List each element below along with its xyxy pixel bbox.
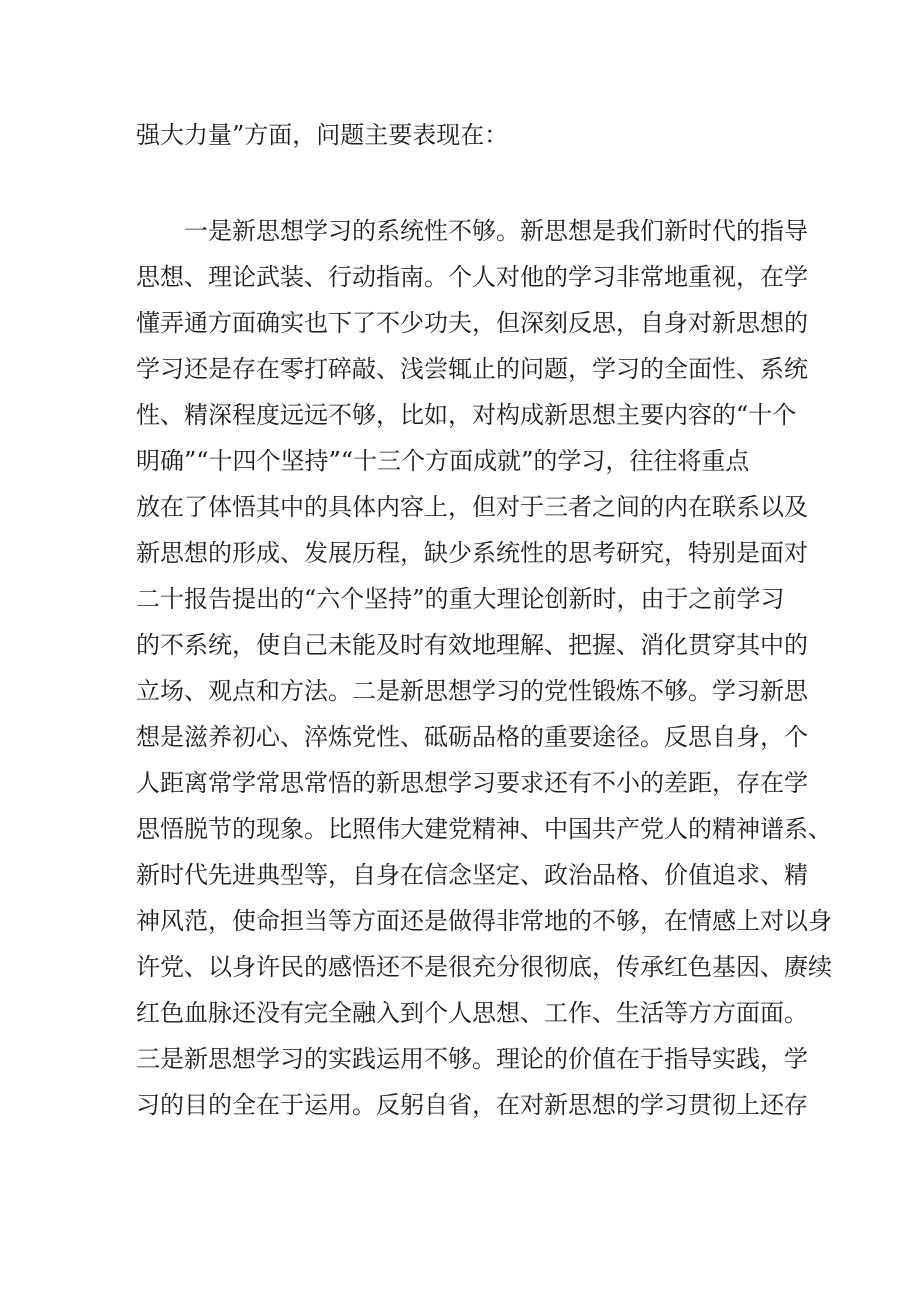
text-line: 人距离常学常思常悟的新思想学习要求还有不小的差距，存在学 xyxy=(136,769,808,797)
text-line: 三是新思想学习的实践运用不够。理论的价值在于指导实践，学 xyxy=(136,1045,808,1073)
text-line: 学习还是存在零打碎敲、浅尝辄止的问题，学习的全面性、系统 xyxy=(136,355,808,383)
text-line: 思想、理论武装、行动指南。个人对他的学习非常地重视，在学 xyxy=(136,263,808,291)
text-line: 许党、以身许民的感悟还不是很充分很彻底，传承红色基因、赓续 xyxy=(136,953,832,981)
text-line: 二十报告提出的“六个坚持”的重大理论创新时，由于之前学习 xyxy=(136,585,785,613)
text-line: 想是滋养初心、淬炼党性、砥砺品格的重要途径。反思自身，个 xyxy=(136,723,808,751)
text-line: 新时代先进典型等，自身在信念坚定、政治品格、价值追求、精 xyxy=(136,861,808,889)
text-line: 习的目的全在于运用。反躬自省，在对新思想的学习贯彻上还存 xyxy=(136,1091,808,1119)
text-line: 神风范，使命担当等方面还是做得非常地的不够，在情感上对以身 xyxy=(136,907,832,935)
text-line: 立场、观点和方法。二是新思想学习的党性锻炼不够。学习新思 xyxy=(136,677,808,705)
text-line: 放在了体悟其中的具体内容上，但对于三者之间的内在联系以及 xyxy=(136,493,808,521)
text-line: 懂弄通方面确实也下了不少功夫，但深刻反思，自身对新思想的 xyxy=(136,309,808,337)
text-line: 强大力量”方面，问题主要表现在： xyxy=(136,121,509,149)
text-line: 明确”“十四个坚持”“十三个方面成就”的学习，往往将重点 xyxy=(136,447,750,475)
text-line: 红色血脉还没有完全融入到个人思想、工作、生活等方方面面。 xyxy=(136,999,808,1027)
paragraph-first-line: 一是新思想学习的系统性不够。新思想是我们新时代的指导 xyxy=(184,217,808,245)
text-line: 的不系统，使自己未能及时有效地理解、把握、消化贯穿其中的 xyxy=(136,631,808,659)
text-line: 新思想的形成、发展历程，缺少系统性的思考研究，特别是面对 xyxy=(136,539,808,567)
text-line: 思悟脱节的现象。比照伟大建党精神、中国共产党人的精神谱系、 xyxy=(136,815,832,843)
text-line: 性、精深程度远远不够，比如，对构成新思想主要内容的“十个 xyxy=(136,401,797,429)
